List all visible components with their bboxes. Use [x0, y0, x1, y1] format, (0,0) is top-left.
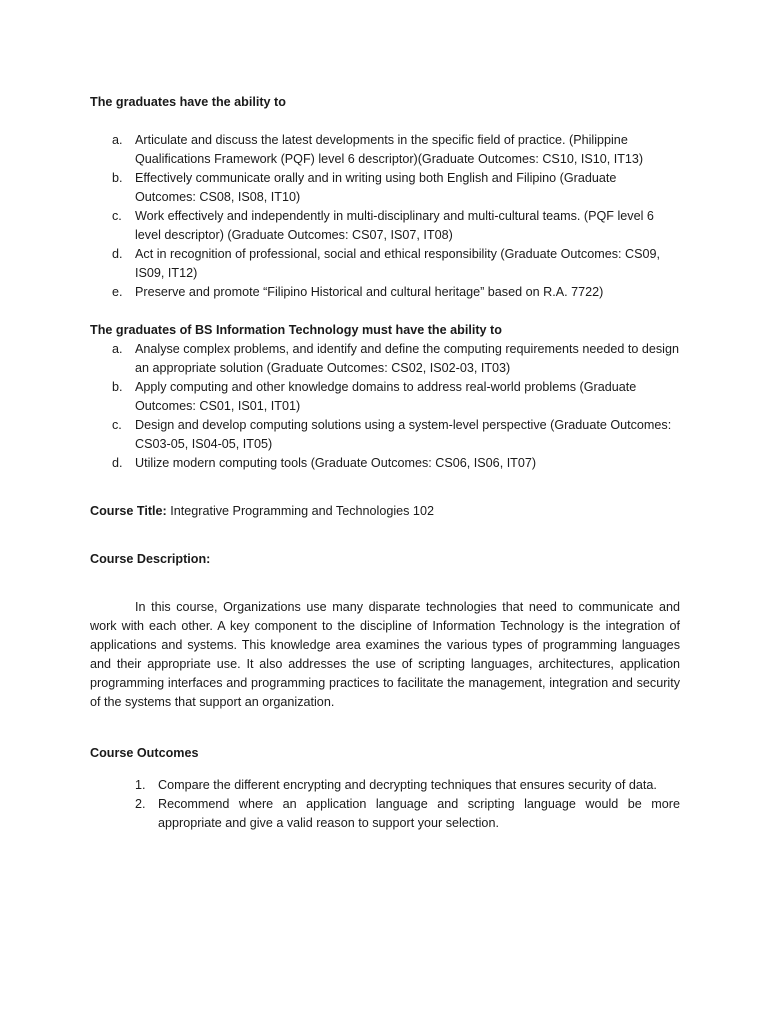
list-item-text: Work effectively and independently in multi-disciplinary and multi-cultural teams. (PQF level 6 level descriptor) (Graduate Outcomes: CS07, IS07, IT08)	[135, 209, 654, 242]
list-item-text: Recommend where an application language and scripting language would be more appropriate and give a valid reason to support your selection.	[158, 796, 680, 830]
list-item	[90, 454, 680, 473]
section2-heading: The graduates of BS Information Technology must have the ability to	[90, 323, 502, 337]
list-marker: b.	[112, 380, 123, 394]
list-item-text: Design and develop computing solutions using a system-level perspective (Graduate Outcomes: CS03-05, IS04-05, IT05)	[135, 418, 672, 451]
list-item-text: Utilize modern computing tools (Graduate Outcomes: CS06, IS06, IT07)	[135, 456, 537, 470]
list-marker: b.	[112, 171, 123, 185]
list-item-text: Articulate and discuss the latest developments in the specific field of practice. (Philippine Qualifications Framework (PQF) level 6 descriptor)(Graduate Outcomes: CS10, IS10, IT13)	[135, 133, 644, 166]
list-marker: 2.	[135, 796, 146, 811]
course-title	[90, 502, 680, 521]
list-item	[90, 795, 680, 833]
list-item	[90, 378, 680, 416]
course-outcomes-label: Course Outcomes	[90, 746, 199, 760]
document-page	[90, 93, 680, 833]
list-item	[90, 245, 680, 283]
list-item-text: Compare the different encrypting and decrypting techniques that ensures security of data.	[158, 777, 657, 792]
list-item	[90, 169, 680, 207]
list-item-text: Preserve and promote “Filipino Historical and cultural heritage” based on R.A. 7722)	[135, 285, 604, 299]
course-description-text: In this course, Organizations use many disparate technologies that need to communicate and work with each other. A key component to the discipline of Information Technology is the integration of applications and systems. This knowledge area examines the various types of programming languages and their appropriate use. It also addresses the use of scripting languages, architectures, application programming interfaces and programming practices to facilitate the management, integration and security of the systems that support an organization.	[90, 600, 680, 709]
list-marker: c.	[112, 418, 122, 432]
list-item-text: Act in recognition of professional, social and ethical responsibility (Graduate Outcomes: CS09, IS09, IT12)	[135, 247, 661, 280]
course-description-label: Course Description:	[90, 552, 211, 566]
list-marker: a.	[112, 342, 123, 356]
list-marker: e.	[112, 285, 123, 299]
list-item	[90, 131, 680, 169]
course-title-label: Course Title:	[90, 504, 167, 518]
list-marker: a.	[112, 133, 123, 147]
list-item-text: Effectively communicate orally and in writing using both English and Filipino (Graduate Outcomes: CS08, IS08, IT10)	[135, 171, 617, 204]
course-outcomes-list	[90, 776, 680, 833]
list-item	[90, 207, 680, 245]
course-title-value: Integrative Programming and Technologies 102	[170, 504, 434, 518]
list-item-text: Analyse complex problems, and identify and define the computing requirements needed to design an appropriate solution (Graduate Outcomes: CS02, IS02-03, IT03)	[135, 342, 679, 375]
list-item	[90, 340, 680, 378]
list-item	[90, 776, 680, 795]
section1-heading: The graduates have the ability to	[90, 95, 286, 109]
list-item-text: Apply computing and other knowledge domains to address real-world problems (Graduate Outcomes: CS01, IS01, IT01)	[135, 380, 637, 413]
list-item	[90, 416, 680, 454]
section2-list	[90, 340, 680, 473]
list-marker: 1.	[135, 777, 146, 792]
section1-list	[90, 131, 680, 302]
list-marker: d.	[112, 456, 123, 470]
list-marker: d.	[112, 247, 123, 261]
list-marker: c.	[112, 209, 122, 223]
list-item	[90, 283, 680, 302]
